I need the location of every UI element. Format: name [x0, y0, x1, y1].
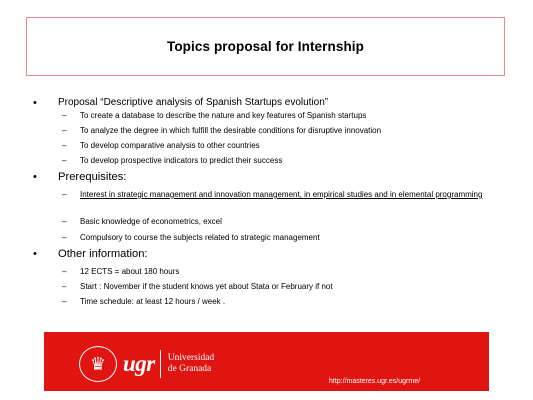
- slide-title: Topics proposal for Internship: [166, 39, 364, 54]
- title-box: [26, 17, 505, 76]
- bullet-label: Other information:: [58, 248, 148, 260]
- dash-marker: –: [62, 217, 67, 226]
- list-item-text: 12 ECTS = about 180 hours: [80, 267, 180, 276]
- university-name-line2: de Granada: [167, 364, 212, 374]
- list-item-text: To develop comparative analysis to other countries: [80, 141, 260, 150]
- list-item-text: To develop prospective indicators to predict their success: [80, 156, 283, 165]
- dash-marker: –: [62, 267, 67, 276]
- list-item-text: Basic knowledge of econometrics, excel: [80, 217, 222, 226]
- list-item-text: To analyze the degree in which fulfill the desirable conditions for disruptive innovation: [80, 126, 382, 135]
- list-item-text: Interest in strategic management and innovation management, in empirical studies and in elemental programming: [80, 190, 483, 199]
- ugr-logo-text: ugr: [123, 351, 155, 376]
- bullet-marker: •: [33, 171, 37, 183]
- footer-banner: [44, 332, 489, 391]
- bullet-marker: •: [33, 248, 37, 260]
- university-name-line1: Universidad: [167, 353, 215, 363]
- list-item-text: Time schedule: at least 12 hours / week .: [80, 297, 226, 306]
- ugr-crest-icon: ♛: [79, 346, 117, 382]
- dash-marker: –: [62, 282, 67, 291]
- logo-divider: [160, 350, 161, 378]
- dash-marker: –: [62, 141, 67, 150]
- dash-marker: –: [62, 190, 67, 199]
- dash-marker: –: [62, 297, 67, 306]
- dash-marker: –: [62, 156, 67, 165]
- footer-url-link[interactable]: http://masteres.ugr.es/ugrme/: [329, 378, 421, 385]
- dash-marker: –: [62, 126, 67, 135]
- bullet-marker: •: [33, 97, 37, 109]
- university-name: [168, 353, 214, 375]
- bullet-label: Prerequisites:: [58, 171, 127, 183]
- bullet-label: Proposal “Descriptive analysis of Spanish Startups evolution”: [58, 97, 329, 108]
- dash-marker: –: [62, 111, 67, 120]
- list-item-text: Compulsory to course the subjects related to strategic management: [80, 233, 320, 242]
- list-item-text: Start : November if the student knows yet about Stata or February if not: [80, 282, 333, 291]
- dash-marker: –: [62, 233, 67, 242]
- list-item-text: To create a database to describe the nature and key features of Spanish startups: [80, 111, 367, 120]
- university-logo: [79, 346, 214, 382]
